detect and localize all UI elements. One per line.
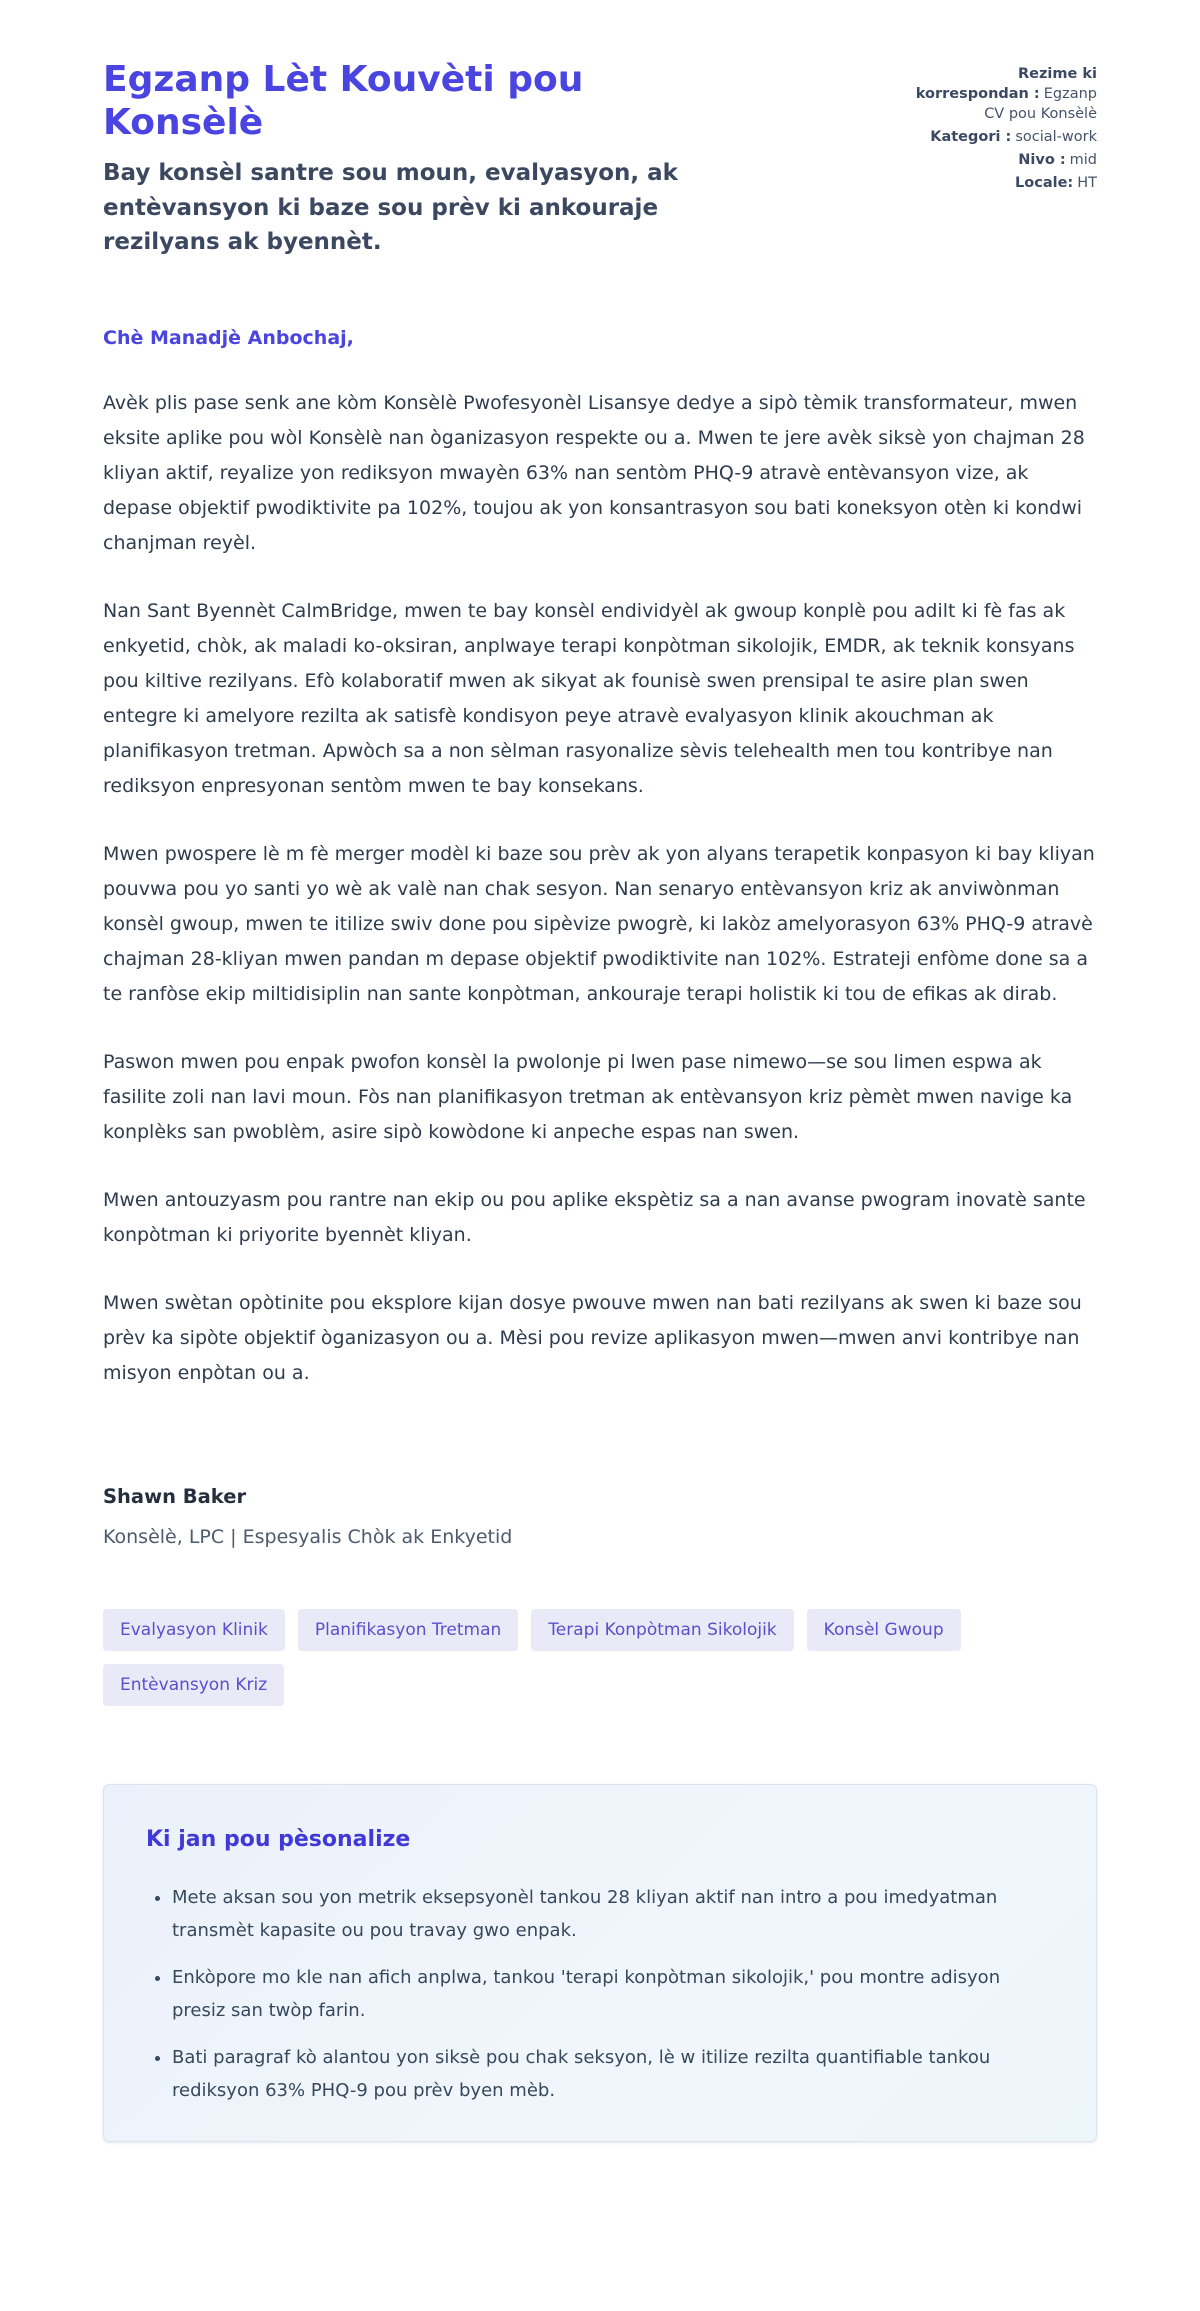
signature-block [103,1483,1097,1551]
meta-value: HT [1077,175,1097,191]
meta-label: Kategori : [930,129,1012,145]
meta-row-matching-resume [902,64,1097,124]
tips-item: • Bati paragraf kò alantou yon siksè pou chak seksyon, lè w itilize rezilta quantifiable tankou rediksyon 63% PHQ-9 pou prèv byen mèb. [172,2041,1052,2107]
tag-chip[interactable]: Entèvansyon Kriz [103,1664,284,1706]
header-title-block [103,58,743,260]
tips-item: • Enkòpore mo kle nan afich anplwa, tankou 'terapi konpòtman sikolojik,' pou montre adisyon presiz san twòp farin. [172,1961,1052,2027]
signature-name: Shawn Baker [103,1484,247,1508]
tips-list [146,1881,1054,2107]
greeting: Chè Manadjè Anbochaj, [103,326,354,349]
meta-panel [902,64,1097,196]
tag-chip[interactable]: Planifikasyon Tretman [298,1609,518,1651]
meta-value: social-work [1015,129,1097,145]
letter-paragraph: Mwen antouzyasm pou rantre nan ekip ou pou aplike ekspètiz sa a nan avanse pwogram inovatè sante konpòtman ki priyorite byennèt kliyan. [103,1188,1086,1246]
letter-body [103,324,1097,2142]
letter-paragraph: Paswon mwen pou enpak pwofon konsèl la pwolonje pi lwen pase nimewo—se sou limen espwa ak fasilite zoli nan lavi moun. Fòs nan planifikasyon tretman ak entèvansyon kriz pèmèt mwen navige ka konplèks san pwoblèm, asire sipò kowòdone ki anpeche espas nan swen. [103,1050,1073,1143]
letter-header [103,58,1097,260]
meta-label: Rezime ki korrespondan : [915,66,1097,102]
page-title: Egzanp Lèt Kouvèti pou Konsèlè [103,59,584,144]
meta-value: Egzanp CV pou Konsèlè [984,86,1097,122]
meta-label: Locale: [1015,175,1074,191]
tag-chip[interactable]: Konsèl Gwoup [807,1609,961,1651]
tag-list [103,1609,1097,1706]
meta-row-level [902,150,1097,170]
tips-box [103,1784,1097,2142]
tips-item: • Mete aksan sou yon metrik eksepsyonèl tankou 28 kliyan aktif nan intro a pou imedyatman transmèt kapasite ou pou travay gwo enpak. [172,1881,1052,1947]
signature-role: Konsèlè, LPC | Espesyalis Chòk ak Enkyetid [103,1525,513,1548]
letter-paragraph: Avèk plis pase senk ane kòm Konsèlè Pwofesyonèl Lisansye dedye a sipò tèmik transformateur, mwen eksite aplike pou wòl Konsèlè nan òganizasyon respekte ou a. Mwen te jere avèk siksè yon chajman 28 kliyan aktif, reyalize yon rediksyon mwayèn 63% nan sentòm PHQ-9 atravè entèvansyon vize, ak depase objektif pwodiktivite pa 102%, toujou ak yon konsantrasyon sou bati koneksyon otèn ki kondwi chanjman reyèl. [103,391,1085,554]
letter-paragraph: Mwen pwospere lè m fè merger modèl ki baze sou prèv ak yon alyans terapetik konpasyon ki bay kliyan pouvwa pou yo santi yo wè ak valè nan chak sesyon. Nan senaryo entèvansyon kriz ak anviwònman konsèl gwoup, mwen te itilize swiv done pou sipèvize pwogrè, ki lakòz amelyorasyon 63% PHQ-9 atravè chajman 28-kliyan mwen pandan m depase objektif pwodiktivite nan 102%. Estrateji enfòme done sa a te ranfòse ekip miltidisiplin nan sante konpòtman, ankouraje terapi holistik ki tou de efikas ak dirab. [103,842,1095,1005]
meta-row-category [902,127,1097,147]
tips-heading: Ki jan pou pèsonalize [146,1826,411,1852]
letter-paragraph: Mwen swètan opòtinite pou eksplore kijan dosye pwouve mwen nan bati rezilyans ak swen ki baze sou prèv ka sipòte objektif òganizasyon ou a. Mèsi pou revize aplikasyon mwen—mwen anvi kontribye nan misyon enpòtan ou a. [103,1291,1082,1384]
tag-chip[interactable]: Evalyasyon Klinik [103,1609,285,1651]
tag-chip[interactable]: Terapi Konpòtman Sikolojik [531,1609,793,1651]
meta-label: Nivo : [1018,152,1066,168]
meta-value: mid [1069,152,1097,168]
page-subtitle: Bay konsèl santre sou moun, evalyasyon, ak entèvansyon ki baze sou prèv ki ankouraje rezilyans ak byennèt. [103,160,678,256]
meta-row-locale [902,173,1097,193]
letter-paragraph: Nan Sant Byennèt CalmBridge, mwen te bay konsèl endividyèl ak gwoup konplè pou adilt ki fè fas ak enkyetid, chòk, ak maladi ko-oksiran, anplwaye terapi konpòtman sikolojik, EMDR, ak teknik konsyans pou kiltive rezilyans. Efò kolaboratif mwen ak sikyat ak founisè swen prensipal te asire plan swen entegre ki amelyore rezilta ak satisfè kondisyon peye atravè evalyasyon klinik akouchman ak planifikasyon tretman. Apwòch sa a non sèlman rasyonalize sèvis telehealth men tou kontribye nan rediksyon enpresyonan sentòm mwen te bay konsekans. [103,599,1075,797]
